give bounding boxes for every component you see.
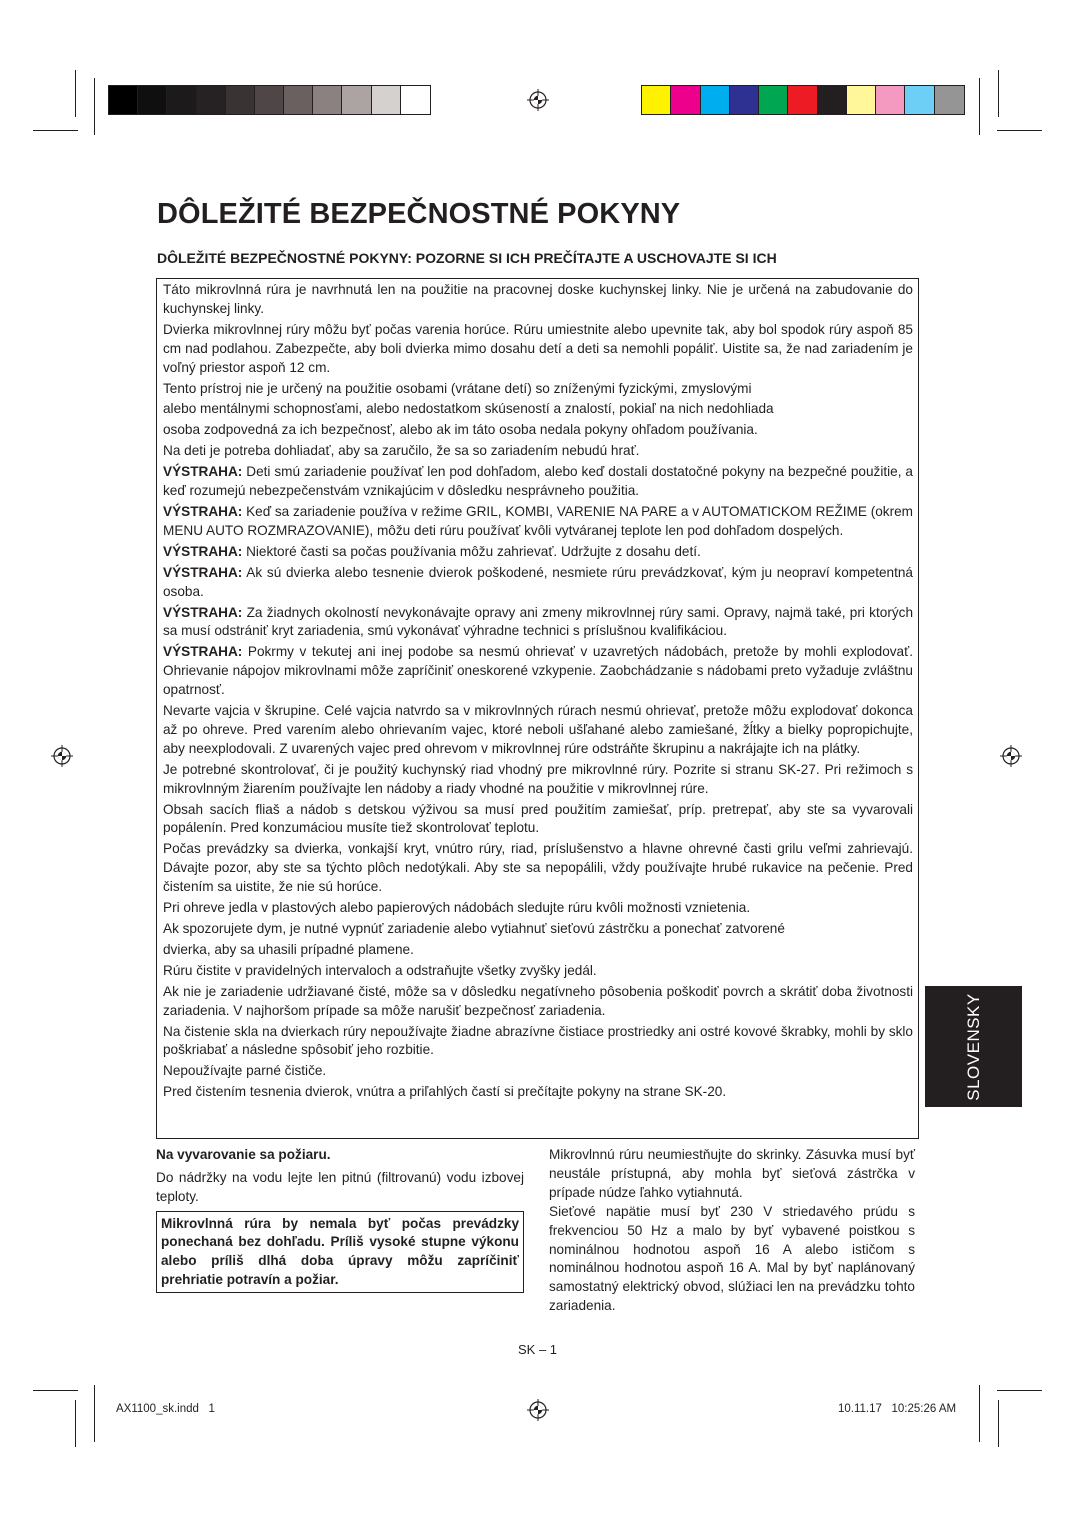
- safety-paragraph: [163, 941, 913, 960]
- color-swatch: [109, 86, 138, 114]
- safety-paragraph: [163, 761, 913, 799]
- language-tab: [925, 986, 1022, 1107]
- color-swatch: [905, 86, 934, 114]
- slug-timestamp: 10.11.17 10:25:26 AM: [838, 1403, 957, 1415]
- slug-filename: AX1100_sk.indd 1: [116, 1403, 215, 1415]
- safety-text: Táto mikrovlnná rúra je navrhnutá len na použitie na pracovnej doske kuchynskej linky. Nie je určená na zabudovanie do kuchynskej linky.: [163, 282, 913, 316]
- crop-mark: [94, 1385, 95, 1442]
- installation-section: [549, 1146, 915, 1316]
- crop-mark: [997, 130, 1042, 131]
- crop-mark: [94, 78, 95, 135]
- color-swatch: [876, 86, 905, 114]
- safety-text: Tento prístroj nie je určený na použitie osobami (vrátane detí) so zníženými fyzickými, zmyslovými: [163, 380, 752, 396]
- warning-label: VÝSTRAHA:: [163, 604, 243, 620]
- safety-text: Rúru čistite v pravidelných intervaloch a odstraňujte všetky zvyšky jedál.: [163, 962, 597, 978]
- color-swatch: [197, 86, 226, 114]
- safety-paragraph: [163, 421, 913, 440]
- safety-paragraph: [163, 503, 913, 541]
- safety-paragraph: [163, 543, 913, 562]
- safety-paragraph: [163, 1083, 913, 1102]
- safety-paragraph: [163, 281, 913, 319]
- fire-prevention-section: [156, 1146, 524, 1293]
- safety-paragraph: [163, 962, 913, 981]
- safety-text: Nepoužívajte parné čističe.: [163, 1063, 327, 1079]
- safety-paragraph: [163, 564, 913, 602]
- color-swatch: [138, 86, 167, 114]
- crop-mark: [997, 1390, 1042, 1391]
- safety-paragraph: [163, 801, 913, 839]
- color-swatch: [788, 86, 817, 114]
- safety-paragraph: [163, 463, 913, 501]
- color-swatch: [401, 86, 430, 114]
- crop-mark: [979, 1385, 980, 1442]
- crop-mark: [33, 130, 78, 131]
- safety-paragraph: [163, 643, 913, 700]
- safety-paragraph: [163, 1062, 913, 1081]
- warning-label: VÝSTRAHA:: [163, 503, 243, 519]
- warning-label: VÝSTRAHA:: [163, 543, 243, 559]
- color-swatch: [342, 86, 371, 114]
- registration-mark-icon: [527, 1399, 549, 1421]
- crop-mark: [998, 70, 999, 117]
- safety-text: Nevarte vajcia v škrupine. Celé vajcia natvrdo sa v mikrovlnných rúrach nesmú ohrievať, pretože môžu explodovať dokonca až po ohreve. Pred varením alebo ohrievaním vajec, ktoré neboli ušľahané alebo zamiešané, žĺtky a bielky popropichujte, aby neexplodovali. Z uvarených vajec pred ohrevom v mikrovlnnej rúre odstráňte škrupinu a nakrájajte ich na plátky.: [163, 703, 913, 756]
- color-swatch: [935, 86, 964, 114]
- safety-text: Na deti je potreba dohliadať, aby sa zaručilo, že sa so zariadením nebudú hrať.: [163, 443, 640, 459]
- safety-paragraph: [163, 983, 913, 1021]
- warning-label: VÝSTRAHA:: [163, 564, 243, 580]
- safety-text: Ak spozorujete dym, je nutné vypnúť zariadenie alebo vytiahnuť sieťovú zástrčku a ponechať zatvorené: [163, 921, 785, 936]
- color-swatch: [167, 86, 196, 114]
- color-swatch: [284, 86, 313, 114]
- language-tab-label: SLOVENSKY: [963, 992, 983, 1101]
- color-swatch: [818, 86, 847, 114]
- color-swatch: [759, 86, 788, 114]
- safety-text: Ak sú dvierka alebo tesnenie dvierok poškodené, nesmiete rúru prevádzkovať, kým ju neopraví kompetentná osoba.: [163, 564, 913, 599]
- gray-calibration-bar: [108, 85, 431, 115]
- safety-paragraph: [163, 920, 913, 939]
- color-swatch: [313, 86, 342, 114]
- safety-text: Pokrmy v tekutej ani inej podobe sa nesmú ohrievať v uzavretých nádobách, pretože by mohli explodovať. Ohrievanie nápojov mikrovlnami môže zapríčiniť oneskorené vzkypenie. Zaobchádzanie s nádobami preto vyžaduje zvláštnu opatrnosť.: [163, 644, 913, 698]
- safety-paragraph: [163, 400, 913, 419]
- crop-mark: [33, 1390, 78, 1391]
- safety-paragraph: [163, 1023, 913, 1061]
- fire-warning-box: Mikrovlnná rúra by nemala byť počas prevádzky ponechaná bez dohľadu. Príliš vysoké stupne výkonu alebo príliš dlhá doba úpravy môžu zapríčiniť prehriatie potravín a požiar.: [156, 1211, 524, 1293]
- fire-text: Do nádržky na vodu lejte len pitnú (filtrovanú) vodu izbovej teploty.: [156, 1169, 524, 1204]
- safety-text: Obsah sacích fliaš a nádob s detskou výživou sa musí pred použitím zamiešať, príp. pretrepať, aby ste sa vyvarovali popálenín. Pred konzumáciou musíte tiež skontrolovať teplotu.: [163, 801, 913, 836]
- safety-text: Ak nie je zariadenie udržiavané čisté, môže sa v dôsledku negatívneho pôsobenia poškodiť povrch a skrátiť doba životnosti zariadenia. V najhoršom prípade sa môže narušiť bezpečnosť zariadenia.: [163, 983, 913, 1018]
- color-swatch: [642, 86, 671, 114]
- warning-label: VÝSTRAHA:: [163, 644, 243, 660]
- fire-heading: Na vyvarovanie sa požiaru.: [156, 1147, 331, 1162]
- safety-paragraph: [163, 604, 913, 642]
- safety-text: Počas prevádzky sa dvierka, vonkajší kryt, vnútro rúry, riad, príslušenstvo a hlavne ohrevné časti grilu veľmi zahrievajú. Dávajte pozor, aby ste sa týchto plôch nedotýkali. Aby ste sa nepopálili, vždy používajte hrubé rukavice na pečenie. Pred čistením sa uistite, že nie sú horúce.: [163, 841, 913, 895]
- safety-text: dvierka, aby sa uhasili prípadné plamene.: [163, 941, 414, 957]
- safety-text: Pri ohreve jedla v plastových alebo papierových nádobách sledujte rúru kvôli možnosti vznietenia.: [163, 900, 751, 916]
- registration-mark-icon: [1000, 745, 1022, 767]
- safety-paragraph: [163, 321, 913, 378]
- color-swatch: [847, 86, 876, 114]
- registration-mark-icon: [51, 745, 73, 767]
- crop-mark: [998, 1400, 999, 1447]
- safety-paragraph: [163, 380, 913, 399]
- safety-text: Za žiadnych okolností nevykonávajte opravy ani zmeny mikrovlnnej rúry sami. Opravy, najmä také, pri ktorých sa musí odstrániť kryt zariadenia, smú vykonávať výhradne technici s príslušnou kvalifikáciou.: [163, 604, 913, 639]
- crop-mark: [979, 78, 980, 135]
- color-swatch: [226, 86, 255, 114]
- crop-mark: [75, 70, 76, 117]
- installation-paragraph: Sieťové napätie musí byť 230 V striedavého prúdu s frekvenciou 50 Hz a malo by byť vybavené poistkou s nominálnou hodnotou aspoň 16 A alebo ističom s nominálnou hodnotou aspoň 16 A. Mal by byť naplánovaný samostatný elektrický obvod, slúžiaci len na prevádzku tohto zariadenia.: [549, 1203, 915, 1314]
- safety-text: Deti smú zariadenie používať len pod dohľadom, alebo keď dostali dostatočné pokyny na bezpečné použitie, a keď rozumejú nebezpečenstvám vznikajúcim v dôsledku nesprávneho použitia.: [163, 464, 913, 499]
- color-swatch: [671, 86, 700, 114]
- safety-text: Niektoré časti sa počas používania môžu zahrievať. Udržujte z dosahu detí.: [242, 543, 701, 559]
- safety-instructions-box: [156, 278, 919, 1139]
- safety-paragraph: [163, 899, 913, 918]
- safety-paragraph: [163, 442, 913, 461]
- warning-label: VÝSTRAHA:: [163, 464, 243, 480]
- safety-text: Keď sa zariadenie používa v režime GRIL, KOMBI, VARENIE NA PARE a v AUTOMATICKOM REŽIME (okrem MENU AUTO ROZMRAZOVANIE), môžu deti rúru používať kvôli vytváranej teplote len pod dohľadom dospelých.: [163, 503, 913, 538]
- safety-paragraph: [163, 702, 913, 759]
- page-subtitle: DÔLEŽITÉ BEZPEČNOSTNÉ POKYNY: POZORNE SI ICH PREČÍTAJTE A USCHOVAJTE SI ICH: [157, 250, 777, 266]
- color-swatch: [372, 86, 401, 114]
- safety-text: alebo mentálnymi schopnosťami, alebo nedostatkom skúseností a znalostí, pokiaľ na nich nedohliada: [163, 401, 774, 417]
- color-swatch: [730, 86, 759, 114]
- color-swatch: [701, 86, 730, 114]
- page-title: DÔLEŽITÉ BEZPEČNOSTNÉ POKYNY: [157, 198, 681, 230]
- registration-mark-icon: [527, 89, 549, 111]
- safety-text: Je potrebné skontrolovať, či je použitý kuchynský riad vhodný pre mikrovlnné rúry. Pozrite si stranu SK-27. Pri režimoch s mikrovlnným žiarením používajte len nádoby a riady vhodné na použitie v mikrovlnnej rúre.: [163, 761, 913, 796]
- safety-text: osoba zodpovedná za ich bezpečnosť, alebo ak im táto osoba nedala pokyny ohľadom používania.: [163, 422, 758, 438]
- crop-mark: [75, 1400, 76, 1447]
- color-swatch: [255, 86, 284, 114]
- safety-text: Pred čistením tesnenia dvierok, vnútra a priľahlých častí si prečítajte pokyny na strane SK-20.: [163, 1084, 727, 1100]
- page-number: SK – 1: [517, 1342, 558, 1357]
- safety-text: Na čistenie skla na dvierkach rúry nepoužívajte žiadne abrazívne čistiace prostriedky ani ostré kovové škrabky, mohli by sklo poškriabať a následne spôsobiť jeho rozbitie.: [163, 1023, 913, 1058]
- installation-paragraph: Mikrovlnnú rúru neumiestňujte do skrinky. Zásuvka musí byť neustále prístupná, aby mohla byť sieťová zástrčka v prípade núdze ľahko vytiahnutá.: [549, 1147, 915, 1200]
- color-calibration-bar: [641, 85, 965, 115]
- safety-text: Dvierka mikrovlnnej rúry môžu byť počas varenia horúce. Rúru umiestnite alebo upevnite tak, aby bol spodok rúry aspoň 85 cm nad podlahou. Zabezpečte, aby boli dvierka mimo dosahu detí a deti sa nemohli popáliť. Uistite sa, že nad zariadením je voľný priestor aspoň 12 cm.: [163, 321, 913, 375]
- safety-paragraph: [163, 840, 913, 897]
